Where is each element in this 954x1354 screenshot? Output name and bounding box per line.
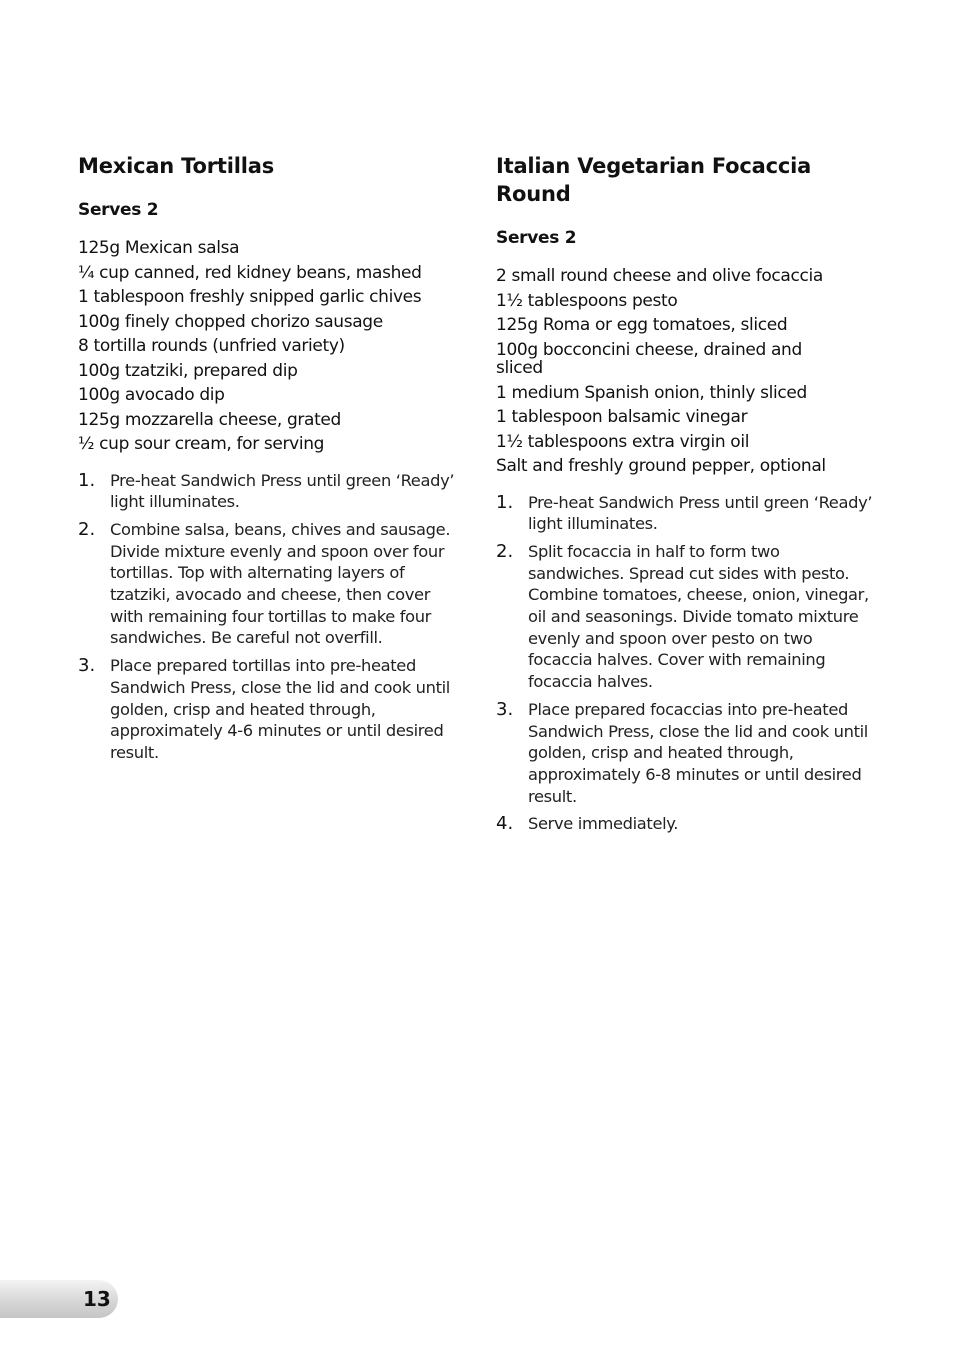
recipe-title: Mexican Tortillas bbox=[78, 154, 274, 178]
method-step bbox=[496, 492, 876, 535]
ingredient-item: 100g avocado dip bbox=[78, 385, 225, 405]
recipe-italian-focaccia bbox=[496, 152, 876, 841]
ingredient-item: 1½ tablespoons pesto bbox=[496, 290, 678, 311]
ingredient-item: 100g bocconcini cheese, drained and sliced bbox=[496, 339, 802, 378]
method-steps bbox=[78, 470, 468, 764]
page-number: 13 bbox=[83, 1287, 111, 1311]
ingredient-item: 1 medium Spanish onion, thinly sliced bbox=[496, 382, 807, 403]
method-step bbox=[496, 813, 876, 835]
step-text: Pre-heat Sandwich Press until green ‘Ready’ light illuminates. bbox=[528, 492, 873, 534]
method-step bbox=[78, 519, 468, 649]
step-number: 1. bbox=[78, 469, 96, 491]
method-steps bbox=[496, 492, 876, 836]
ingredient-item: 1 tablespoon balsamic vinegar bbox=[496, 407, 748, 427]
ingredient-item: 100g tzatziki, prepared dip bbox=[78, 360, 298, 381]
serves-label: Serves 2 bbox=[496, 228, 577, 248]
step-text: Place prepared tortillas into pre-heated Sandwich Press, close the lid and cook until golden, crisp and heated through, approximately 4-6 minutes or until desired result. bbox=[110, 656, 450, 762]
ingredient-item: ¼ cup canned, red kidney beans, mashed bbox=[78, 262, 422, 283]
step-text: Serve immediately. bbox=[528, 814, 679, 834]
ingredient-item: ½ cup sour cream, for serving bbox=[78, 434, 325, 454]
ingredient-item: 8 tortilla rounds (unfried variety) bbox=[78, 336, 345, 356]
ingredient-item: Salt and freshly ground pepper, optional bbox=[496, 456, 826, 476]
step-text: Split focaccia in half to form two sandwiches. Spread cut sides with pesto. Combine tomatoes, cheese, onion, vinegar, oil and seasonings. Divide tomato mixture evenly and spoon over pesto on two focaccia halves. Cover with remaining focaccia halves. bbox=[528, 541, 869, 692]
ingredient-item: 1½ tablespoons extra virgin oil bbox=[496, 431, 750, 452]
step-text: Place prepared focaccias into pre-heated Sandwich Press, close the lid and cook until golden, crisp and heated through, approximately 6-8 minutes or until desired result. bbox=[528, 699, 868, 806]
step-number: 4. bbox=[496, 813, 514, 835]
ingredient-item: 125g Roma or egg tomatoes, sliced bbox=[496, 315, 788, 335]
ingredient-list bbox=[78, 236, 468, 457]
step-number: 1. bbox=[496, 491, 514, 513]
step-number: 2. bbox=[78, 518, 96, 540]
method-step bbox=[78, 655, 468, 764]
step-number: 3. bbox=[78, 655, 96, 677]
ingredient-list bbox=[496, 264, 876, 479]
ingredient-item: 2 small round cheese and olive focaccia bbox=[496, 266, 823, 286]
recipe-title: Italian Vegetarian Focaccia Round bbox=[496, 154, 812, 206]
recipe-mexican-tortillas bbox=[78, 152, 468, 770]
ingredient-item: 1 tablespoon freshly snipped garlic chives bbox=[78, 287, 422, 307]
serves-label: Serves 2 bbox=[78, 200, 159, 220]
step-number: 3. bbox=[496, 698, 514, 720]
method-step bbox=[78, 470, 468, 513]
method-step bbox=[496, 699, 876, 808]
step-text: Pre-heat Sandwich Press until green ‘Ready’ light illuminates. bbox=[110, 470, 455, 512]
step-text: Combine salsa, beans, chives and sausage. Divide mixture evenly and spoon over four tortillas. Top with alternating layers of tzatziki, avocado and cheese, then cover with remaining four tortillas to make four sandwiches. Be careful not overfill. bbox=[110, 519, 451, 648]
ingredient-item: 125g Mexican salsa bbox=[78, 238, 240, 258]
method-step bbox=[496, 541, 876, 693]
ingredient-item: 125g mozzarella cheese, grated bbox=[78, 409, 341, 430]
ingredient-item: 100g finely chopped chorizo sausage bbox=[78, 311, 383, 332]
step-number: 2. bbox=[496, 540, 514, 562]
